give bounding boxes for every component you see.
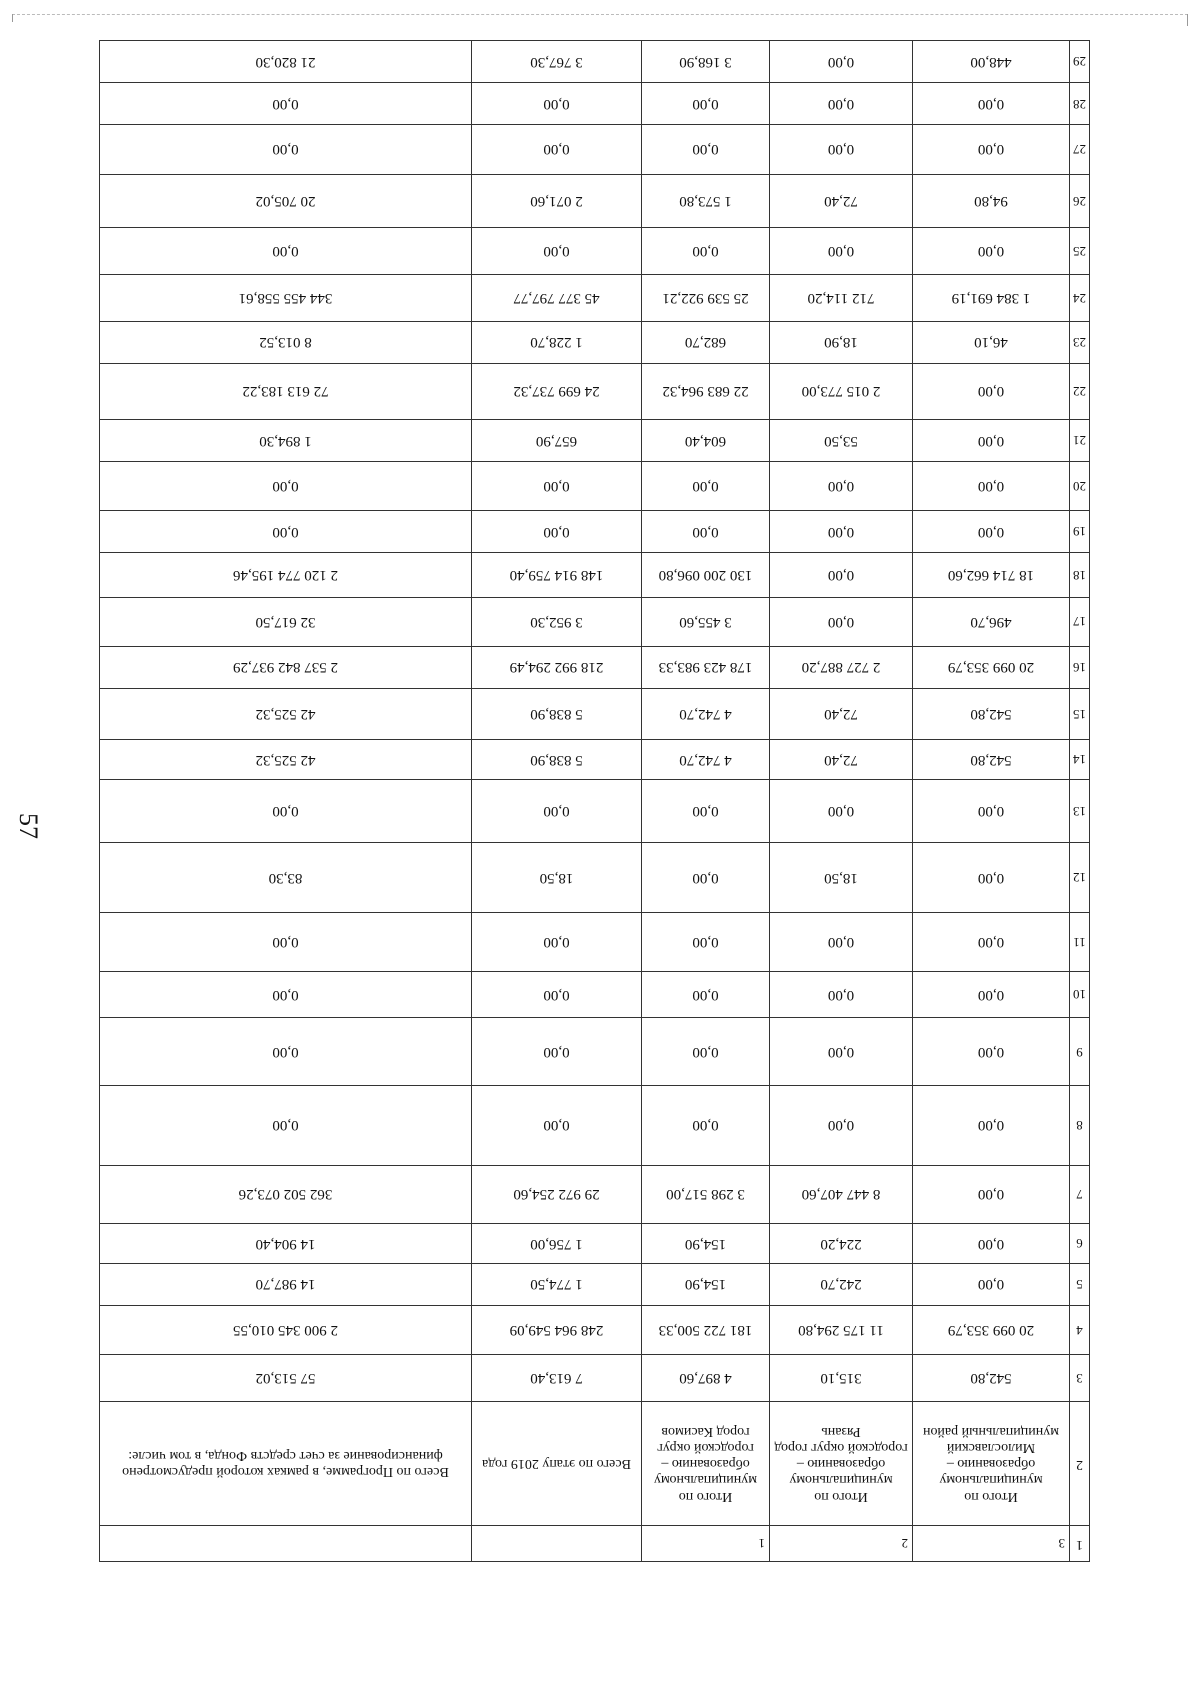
value-cell: 0,00 [642,228,770,275]
value-cell: 53,50 [770,419,913,461]
value-cell: 72,40 [770,174,913,228]
row-index: 6 [1070,1224,1090,1264]
table-row [100,41,1090,83]
value-cell: 0,00 [642,125,770,174]
value-cell: 18,50 [472,843,642,913]
row-index: 25 [1070,228,1090,275]
value-cell: 0,00 [472,1018,642,1086]
row-index: 5 [1070,1263,1090,1305]
value-cell: 0,00 [770,228,913,275]
value-cell: 18 714 662,60 [913,553,1070,597]
sub-index-cell [100,1525,472,1561]
row-index: 11 [1070,913,1090,971]
table-row [100,553,1090,597]
table-row [100,1355,1090,1402]
value-cell: 4 742,70 [642,688,770,739]
value-cell: 657,90 [472,419,642,461]
value-cell: 0,00 [770,511,913,553]
value-cell: 3 298 517,00 [642,1165,770,1223]
value-cell: 682,70 [642,321,770,363]
value-cell: 83,30 [100,843,472,913]
value-cell: 1 384 691,19 [913,275,1070,322]
scan-corner-right [1187,14,1188,26]
table-row [100,275,1090,322]
scan-edge-top [12,14,1188,15]
header-ryazan: Итого по муниципальному образованию – городской округ город Рязань [770,1401,913,1525]
row-index: 14 [1070,740,1090,780]
value-cell: 0,00 [100,462,472,511]
value-cell: 0,00 [770,462,913,511]
row-index: 17 [1070,597,1090,646]
value-cell: 542,80 [913,688,1070,739]
value-cell: 0,00 [472,125,642,174]
table-row [100,843,1090,913]
value-cell: 0,00 [472,913,642,971]
value-cell: 130 200 096,80 [642,553,770,597]
value-cell: 0,00 [642,779,770,842]
row-index: 28 [1070,83,1090,125]
value-cell: 22 683 964,32 [642,363,770,419]
table-row [100,740,1090,780]
row-index: 15 [1070,688,1090,739]
value-cell: 0,00 [913,1263,1070,1305]
value-cell: 242,70 [770,1263,913,1305]
value-cell: 0,00 [770,597,913,646]
table-row [100,125,1090,174]
header-stage-2019: Всего по этапу 2019 года [472,1401,642,1525]
row-index: 16 [1070,646,1090,688]
table-row [100,1224,1090,1264]
value-cell: 0,00 [642,971,770,1018]
header-kasimov: Итого по муниципальному образованию – городской округ город Касимов [642,1401,770,1525]
value-cell: 0,00 [642,462,770,511]
value-cell: 0,00 [770,1086,913,1165]
value-cell: 14 987,70 [100,1263,472,1305]
value-cell: 0,00 [770,553,913,597]
value-cell: 11 175 294,80 [770,1306,913,1355]
value-cell: 2 900 345 010,55 [100,1306,472,1355]
row-index: 26 [1070,174,1090,228]
value-cell: 1 774,50 [472,1263,642,1305]
row-index: 27 [1070,125,1090,174]
value-cell: 2 120 774 195,46 [100,553,472,597]
table-row [100,321,1090,363]
value-cell: 8 013,52 [100,321,472,363]
value-cell: 0,00 [913,363,1070,419]
header-milosl: Итого по муниципальному образованию – Милославский муниципальный район [913,1401,1070,1525]
value-cell: 0,00 [642,913,770,971]
row-index: 24 [1070,275,1090,322]
table-row [100,511,1090,553]
value-cell: 0,00 [913,1086,1070,1165]
value-cell: 0,00 [472,779,642,842]
value-cell: 0,00 [913,1165,1070,1223]
value-cell: 542,80 [913,740,1070,780]
table-row [100,597,1090,646]
value-cell: 57 513,02 [100,1355,472,1402]
header-index: 2 [1070,1401,1090,1525]
value-cell: 3 952,30 [472,597,642,646]
sub-index-cell: 2 [770,1525,913,1561]
value-cell: 94,80 [913,174,1070,228]
value-cell: 0,00 [100,1018,472,1086]
value-cell: 4 742,70 [642,740,770,780]
header-program-total: Всего по Программе, в рамках которой предусмотрено финансирование за счет средств Фонда, в том числе: [100,1401,472,1525]
value-cell: 0,00 [913,913,1070,971]
financing-table [99,40,1090,1562]
value-cell: 0,00 [100,1086,472,1165]
value-cell: 20 705,02 [100,174,472,228]
value-cell: 14 904,40 [100,1224,472,1264]
value-cell: 1 228,70 [472,321,642,363]
value-cell: 0,00 [913,1224,1070,1264]
table-row [100,688,1090,739]
value-cell: 0,00 [770,913,913,971]
value-cell: 542,80 [913,1355,1070,1402]
table-row [100,363,1090,419]
table-row [100,913,1090,971]
row-index: 8 [1070,1086,1090,1165]
value-cell: 0,00 [913,462,1070,511]
value-cell: 154,90 [642,1224,770,1264]
value-cell: 0,00 [100,83,472,125]
value-cell: 0,00 [642,843,770,913]
value-cell: 0,00 [472,228,642,275]
value-cell: 20 099 353,79 [913,646,1070,688]
value-cell: 1 894,30 [100,419,472,461]
value-cell: 0,00 [100,125,472,174]
value-cell: 7 613,40 [472,1355,642,1402]
value-cell: 344 455 558,61 [100,275,472,322]
value-cell: 362 502 073,26 [100,1165,472,1223]
value-cell: 2 015 773,00 [770,363,913,419]
value-cell: 29 972 254,60 [472,1165,642,1223]
value-cell: 0,00 [770,41,913,83]
value-cell: 8 447 407,60 [770,1165,913,1223]
value-cell: 0,00 [913,971,1070,1018]
value-cell: 0,00 [913,419,1070,461]
scan-corner-left [12,14,13,22]
table-row [100,419,1090,461]
value-cell: 46,10 [913,321,1070,363]
value-cell: 1 756,00 [472,1224,642,1264]
page-number: 57 [14,813,43,839]
row-index: 7 [1070,1165,1090,1223]
corner-index: 1 [1070,1525,1090,1561]
value-cell: 0,00 [100,511,472,553]
value-cell: 0,00 [913,511,1070,553]
value-cell: 3 168,90 [642,41,770,83]
table-row [100,228,1090,275]
value-cell: 0,00 [100,228,472,275]
row-index: 12 [1070,843,1090,913]
header-row [100,1401,1090,1525]
value-cell: 224,20 [770,1224,913,1264]
row-index: 13 [1070,779,1090,842]
value-cell: 248 964 549,09 [472,1306,642,1355]
value-cell: 604,40 [642,419,770,461]
table-row [100,1018,1090,1086]
value-cell: 0,00 [472,462,642,511]
value-cell: 2 071,60 [472,174,642,228]
value-cell: 72,40 [770,688,913,739]
value-cell: 3 455,60 [642,597,770,646]
table-row [100,1086,1090,1165]
value-cell: 0,00 [913,83,1070,125]
value-cell: 42 525,32 [100,740,472,780]
value-cell: 448,00 [913,41,1070,83]
value-cell: 181 722 500,33 [642,1306,770,1355]
sub-index-cell: 1 [642,1525,770,1561]
value-cell: 5 838,90 [472,740,642,780]
value-cell: 0,00 [100,971,472,1018]
value-cell: 218 992 294,49 [472,646,642,688]
value-cell: 0,00 [913,779,1070,842]
row-index: 21 [1070,419,1090,461]
value-cell: 72,40 [770,740,913,780]
value-cell: 315,10 [770,1355,913,1402]
table-row [100,971,1090,1018]
row-index: 22 [1070,363,1090,419]
value-cell: 24 699 737,32 [472,363,642,419]
value-cell: 0,00 [642,1018,770,1086]
value-cell: 25 539 922,21 [642,275,770,322]
table-row [100,1165,1090,1223]
table-row [100,174,1090,228]
table-row [100,1263,1090,1305]
value-cell: 0,00 [770,1018,913,1086]
value-cell: 32 617,50 [100,597,472,646]
value-cell: 0,00 [642,83,770,125]
value-cell: 42 525,32 [100,688,472,739]
value-cell: 0,00 [770,83,913,125]
row-index: 3 [1070,1355,1090,1402]
sub-index-cell [472,1525,642,1561]
row-index: 9 [1070,1018,1090,1086]
table-row [100,83,1090,125]
value-cell: 21 820,30 [100,41,472,83]
value-cell: 148 914 759,40 [472,553,642,597]
value-cell: 0,00 [472,511,642,553]
table-row [100,779,1090,842]
value-cell: 2 537 842 937,29 [100,646,472,688]
value-cell: 3 767,30 [472,41,642,83]
row-index: 23 [1070,321,1090,363]
value-cell: 0,00 [913,228,1070,275]
value-cell: 0,00 [642,1086,770,1165]
value-cell: 2 727 887,20 [770,646,913,688]
row-index: 29 [1070,41,1090,83]
value-cell: 20 099 353,79 [913,1306,1070,1355]
row-index: 20 [1070,462,1090,511]
value-cell: 0,00 [913,843,1070,913]
value-cell: 0,00 [100,779,472,842]
table-row [100,1306,1090,1355]
row-index: 4 [1070,1306,1090,1355]
value-cell: 1 573,80 [642,174,770,228]
value-cell: 154,90 [642,1263,770,1305]
value-cell: 4 897,60 [642,1355,770,1402]
value-cell: 72 613 183,22 [100,363,472,419]
sub-index-cell: 3 [913,1525,1070,1561]
value-cell: 0,00 [913,1018,1070,1086]
table-row [100,462,1090,511]
value-cell: 0,00 [100,913,472,971]
value-cell: 0,00 [770,971,913,1018]
value-cell: 5 838,90 [472,688,642,739]
value-cell: 45 377 797,77 [472,275,642,322]
value-cell: 0,00 [913,125,1070,174]
row-index: 19 [1070,511,1090,553]
value-cell: 0,00 [642,511,770,553]
value-cell: 496,70 [913,597,1070,646]
value-cell: 0,00 [472,83,642,125]
value-cell: 0,00 [472,1086,642,1165]
row-index: 18 [1070,553,1090,597]
table-row [100,646,1090,688]
value-cell: 0,00 [770,779,913,842]
sub-index-row [100,1525,1090,1561]
value-cell: 0,00 [770,125,913,174]
value-cell: 0,00 [472,971,642,1018]
row-index: 10 [1070,971,1090,1018]
value-cell: 178 423 983,33 [642,646,770,688]
value-cell: 712 114,20 [770,275,913,322]
value-cell: 18,50 [770,843,913,913]
value-cell: 18,90 [770,321,913,363]
financing-table-body [100,41,1090,1562]
